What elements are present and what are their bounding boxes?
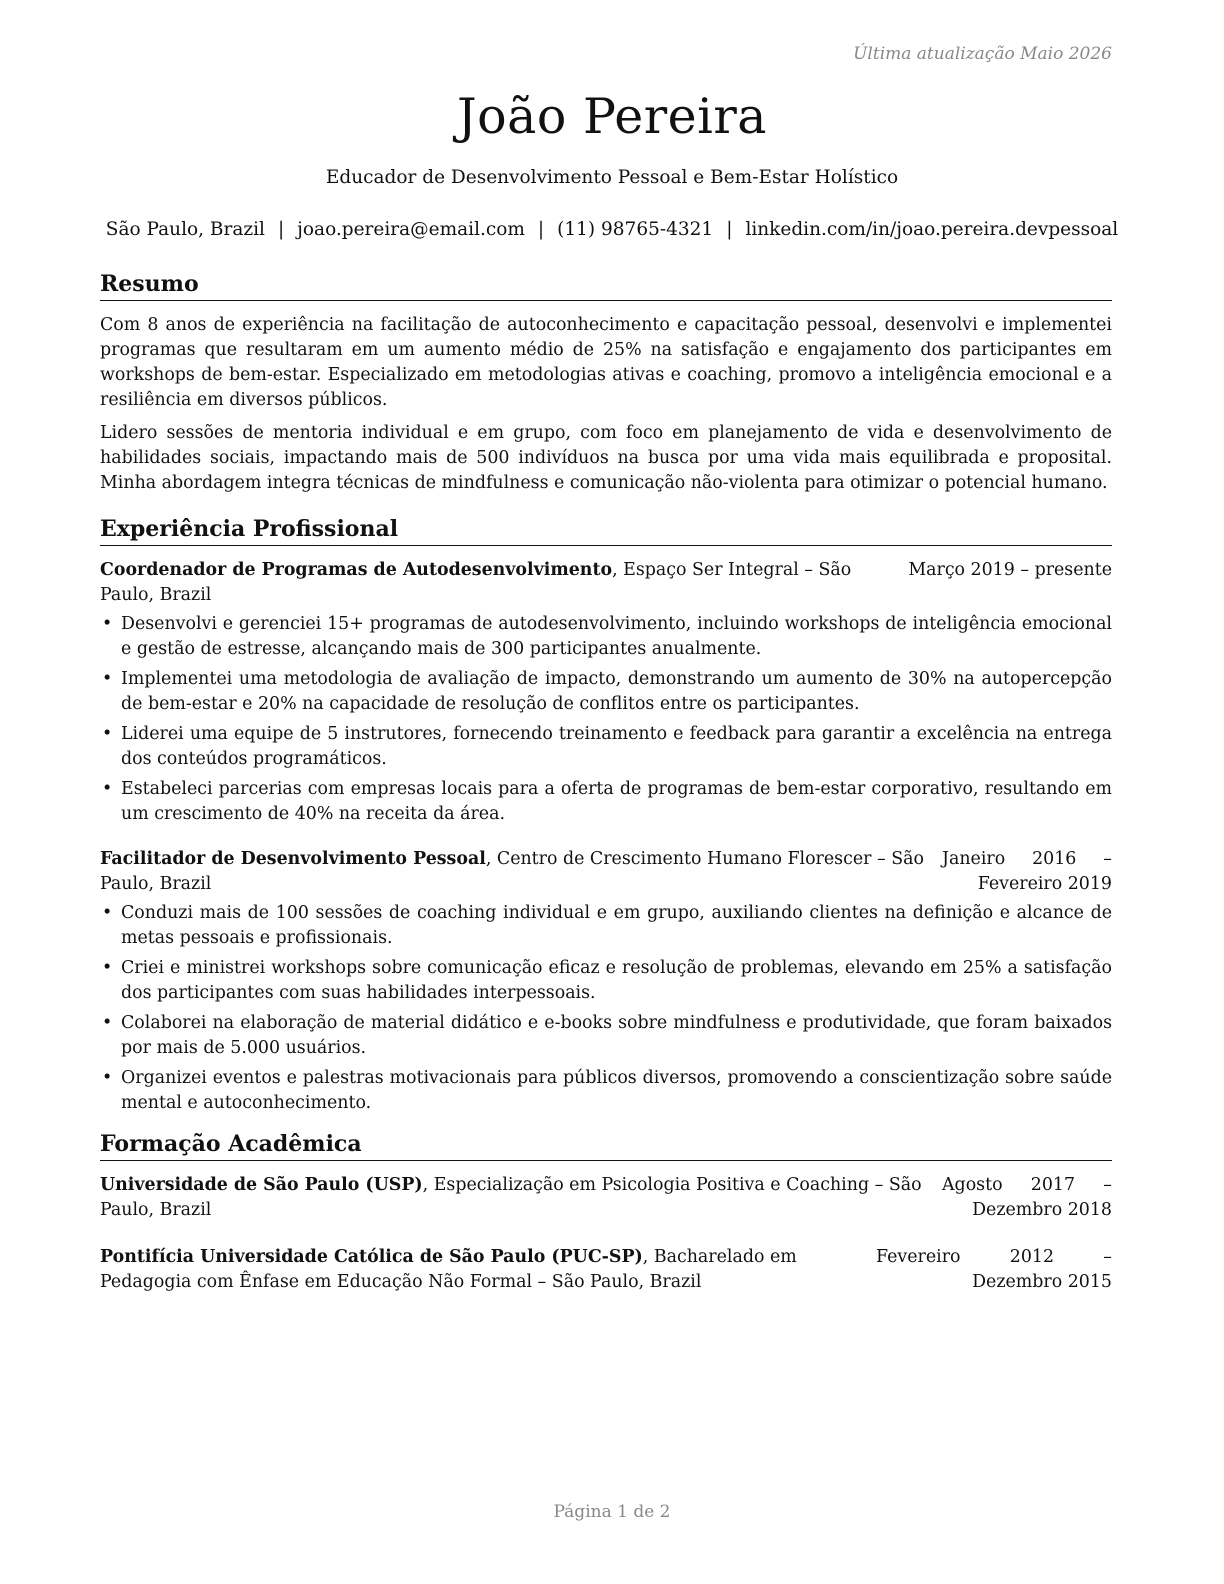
- section-title-summary: Resumo: [100, 270, 1112, 301]
- contact-linkedin[interactable]: linkedin.com/in/joao.pereira.devpessoal: [745, 219, 1119, 240]
- summary-paragraph: Com 8 anos de experiência na facilitação de autoconhecimento e capacitação pessoal, desenvolvi e implementei programas que resultaram em um aumento médio de 25% na satisfação e engajamento dos participantes em workshops de bem-estar. Especializado em metodologias ativas e coaching, promovo a inteligência emocional e a resiliência em diversos públicos.: [100, 315, 1112, 410]
- candidate-headline: Educador de Desenvolvimento Pessoal e Bem-Estar Holístico: [325, 167, 899, 188]
- summary-section: [100, 270, 1112, 496]
- contact-email[interactable]: joao.pereira@email.com: [297, 219, 525, 240]
- job-bullet: • Organizei eventos e palestras motivacionais para públicos diversos, promovendo a conscientização sobre saúde mental e autoconhecimento.: [100, 1066, 1112, 1116]
- last-updated-note: Última atualização Maio 2026: [853, 44, 1112, 64]
- summary-paragraph: Lidero sessões de mentoria individual e em grupo, com foco em planejamento de vida e desenvolvimento de habilidades sociais, impactando mais de 500 indivíduos na busca por uma vida mais equilibrada e proposital. Minha abordagem integra técnicas de mindfulness e comunicação não-violenta para otimizar o potencial humano.: [100, 423, 1112, 493]
- contact-separator: |: [537, 219, 545, 240]
- job-header: [100, 847, 1112, 897]
- job-organization: , Centro de Crescimento Humano Florescer – São Paulo, Brazil: [100, 849, 924, 894]
- job-dates: Janeiro 2016 – Fevereiro 2019: [942, 849, 1112, 894]
- contact-separator: |: [726, 219, 733, 240]
- job-bullet: • Criei e ministrei workshops sobre comunicação eficaz e resolução de problemas, elevando em 25% a satisfação dos participantes com suas habilidades interpessoais.: [100, 956, 1112, 1006]
- candidate-name: João Pereira: [457, 88, 767, 145]
- job-organization: , Espaço Ser Integral – São Paulo, Brazil: [100, 560, 852, 605]
- job-bullet: • Desenvolvi e gerenciei 15+ programas de autodesenvolvimento, incluindo workshops de inteligência emocional e gestão de estresse, alcançando mais de 300 participantes anualmente.: [100, 612, 1112, 662]
- experience-section: [100, 515, 1112, 1116]
- education-detail: , Especialização em Psicologia Positiva e Coaching – São Paulo, Brazil: [100, 1175, 922, 1220]
- job-title-line: [100, 558, 908, 608]
- education-school: Universidade de São Paulo (USP): [100, 1175, 423, 1195]
- education-title-line: [100, 1173, 942, 1223]
- page-number: Página 1 de 2: [553, 1502, 671, 1522]
- job-bullet: • Liderei uma equipe de 5 instrutores, fornecendo treinamento e feedback para garantir a excelência na entrega dos conteúdos programáticos.: [100, 722, 1112, 772]
- job-role: Coordenador de Programas de Autodesenvolvimento: [100, 560, 613, 580]
- job-dates: Março 2019 – presente: [908, 560, 1112, 580]
- job-header: [100, 558, 1112, 608]
- job-bullet: • Colaborei na elaboração de material didático e e-books sobre mindfulness e produtividade, que foram baixados por mais de 5.000 usuários.: [100, 1011, 1112, 1061]
- job-bullets: [100, 901, 1112, 1116]
- education-entry: [100, 1173, 1112, 1223]
- resume-body: [100, 270, 1112, 1317]
- job-entry: [100, 558, 1112, 827]
- job-entry: [100, 847, 1112, 1116]
- job-role: Facilitador de Desenvolvimento Pessoal: [100, 849, 486, 869]
- education-dates: Fevereiro 2012 – Dezembro 2015: [876, 1247, 1112, 1292]
- section-title-experience: Experiência Profissional: [100, 515, 1112, 546]
- job-bullet: • Conduzi mais de 100 sessões de coaching individual e em grupo, auxiliando clientes na definição e alcance de metas pessoais e profissionais.: [100, 901, 1112, 951]
- job-bullet: • Estabeleci parcerias com empresas locais para a oferta de programas de bem-estar corporativo, resultando em um crescimento de 40% na receita da área.: [100, 777, 1112, 827]
- education-detail: , Bacharelado em Pedagogia com Ênfase em Educação Não Formal – São Paulo, Brazil: [100, 1247, 797, 1292]
- contact-separator: |: [277, 219, 285, 240]
- section-title-education: Formação Acadêmica: [100, 1130, 1112, 1161]
- education-school: Pontifícia Universidade Católica de São Paulo (PUC-SP): [100, 1247, 643, 1267]
- education-dates: Agosto 2017 – Dezembro 2018: [942, 1175, 1112, 1220]
- contact-location: São Paulo, Brazil: [105, 219, 265, 240]
- contact-line: [0, 219, 1224, 240]
- education-title-line: [100, 1245, 876, 1295]
- job-bullets: [100, 612, 1112, 827]
- contact-phone: (11) 98765-4321: [557, 219, 714, 240]
- job-bullet: • Implementei uma metodologia de avaliação de impacto, demonstrando um aumento de 30% na autopercepção de bem-estar e 20% na capacidade de resolução de conflitos entre os participantes.: [100, 667, 1112, 717]
- education-entry: [100, 1245, 1112, 1295]
- education-section: [100, 1130, 1112, 1295]
- job-title-line: [100, 847, 942, 897]
